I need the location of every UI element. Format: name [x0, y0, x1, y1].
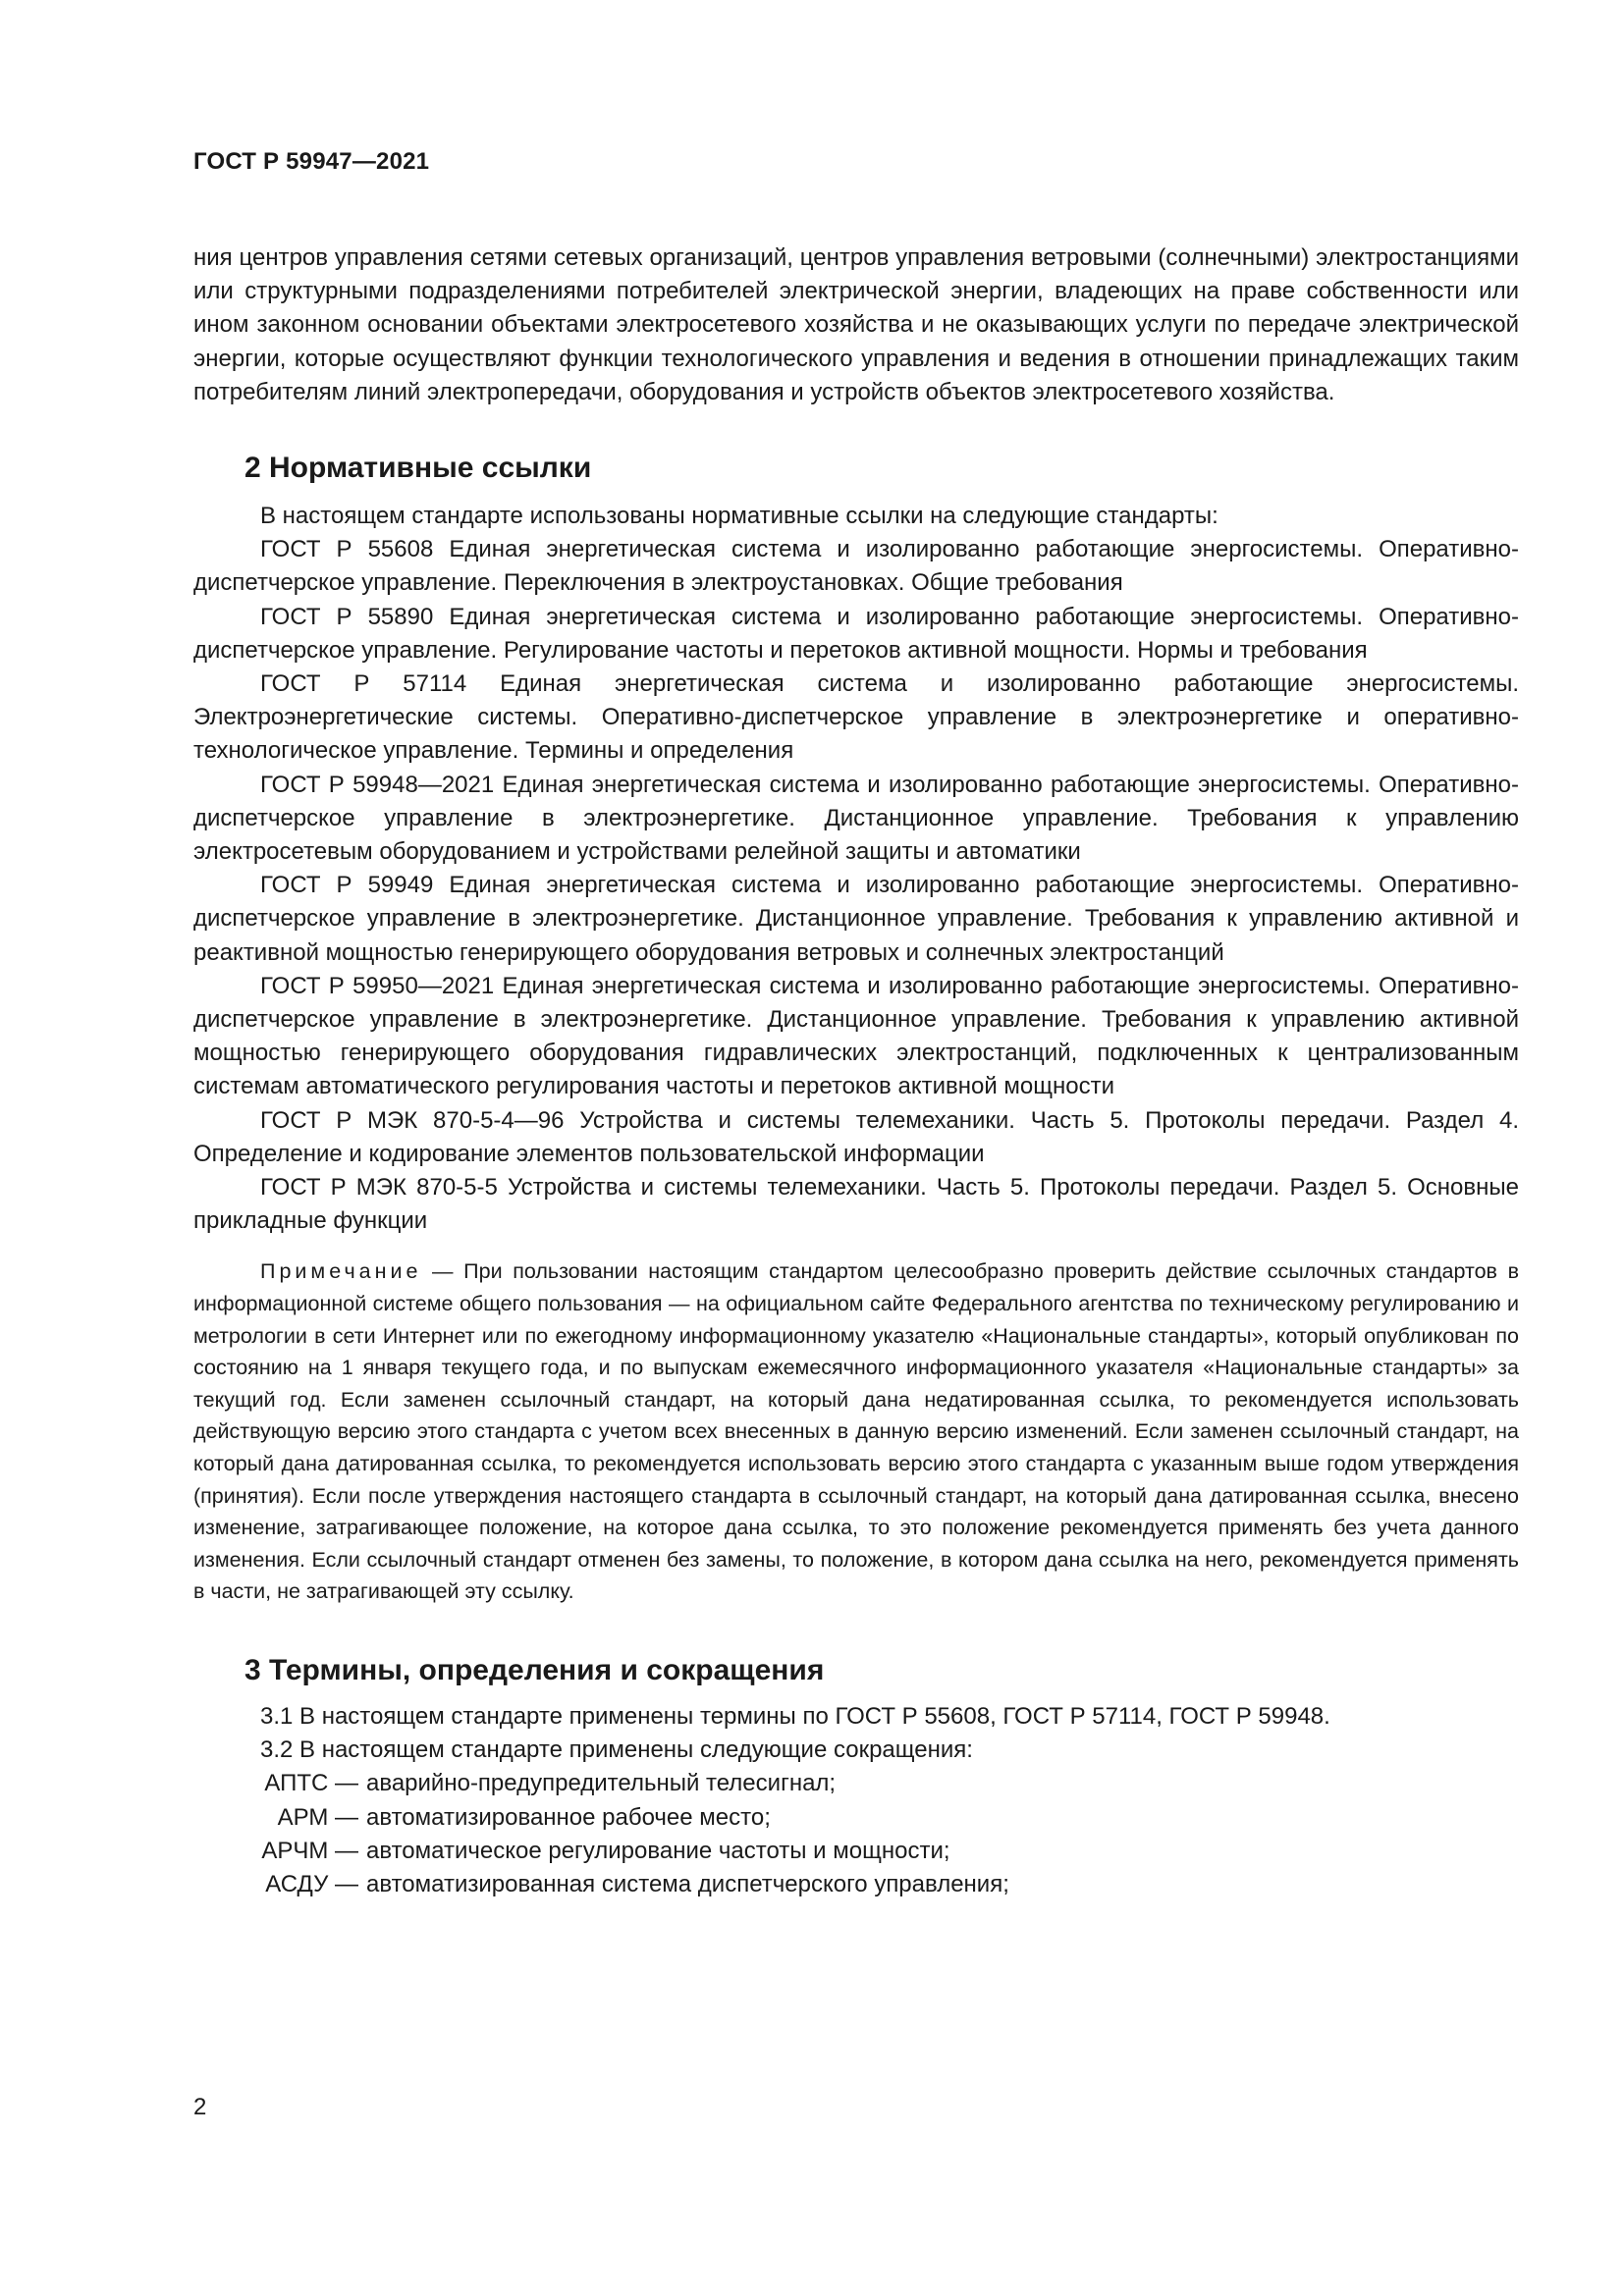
reference-item: ГОСТ Р 55608 Единая энергетическая система и изолированно работающие энергосистемы. Оперативно-диспетчерское управление. Переключения в электроустановках. Общие требования: [193, 536, 1519, 597]
terms-paragraph-3-2: 3.2 В настоящем стандарте применены следующие сокращения:: [260, 1736, 973, 1764]
section-normative-references: [193, 451, 1519, 1608]
abbreviation-row: [193, 1835, 1519, 1868]
abbreviation-row: [193, 1801, 1519, 1835]
abbreviations-list: [193, 1767, 1519, 1901]
references-note: [193, 1255, 1519, 1608]
abbreviation-definition: автоматизированное рабочее место;: [366, 1803, 771, 1831]
section-terms: [193, 1653, 1519, 1901]
abbreviation-row: [193, 1767, 1519, 1800]
reference-item: ГОСТ Р 59948—2021 Единая энергетическая система и изолированно работающие энергосистемы. Оперативно-диспетчерское управление в электроэнергетике. Дистанционное управление. Требования к управлению электросетевым оборудованием и устройствами релейной защиты и автоматики: [193, 771, 1519, 866]
continuation-paragraph: ния центров управления сетями сетевых организаций, центров управления ветровыми (солнечными) электростанциями или структурными подразделениями потребителей электрической энергии, владеющих на праве собственности или ином законном основании объектами электросетевого хозяйства и не оказывающих услуги по передаче электрической энергии, которые осуществляют функции технологического управления и ведения в отношении принадлежащих таким потребителям линий электропередачи, оборудования и устройств объектов электросетевого хозяйства.: [193, 244, 1519, 405]
abbreviation-definition: аварийно-предупредительный телесигнал;: [366, 1770, 837, 1797]
abbreviation-definition: автоматизированная система диспетчерского управления;: [366, 1871, 1009, 1898]
document-page: [193, 147, 1519, 1901]
abbreviation-term: АРЧМ —: [261, 1837, 358, 1864]
reference-item: ГОСТ Р 59950—2021 Единая энергетическая система и изолированно работающие энергосистемы. Оперативно-диспетчерское управление в электроэнергетике. Дистанционное управление. Требования к управлению активной мощностью генерирующего оборудования гидравлических электростанций, подключенных к централизованным системам автоматического регулирования частоты и перетоков активной мощности: [193, 972, 1519, 1100]
terms-paragraph-3-1: 3.1 В настоящем стандарте применены термины по ГОСТ Р 55608, ГОСТ Р 57114, ГОСТ Р 59948.: [260, 1703, 1330, 1731]
reference-item: ГОСТ Р 55890 Единая энергетическая система и изолированно работающие энергосистемы. Оперативно-диспетчерское управление. Регулирование частоты и перетоков активной мощности. Нормы и требования: [193, 603, 1519, 664]
page-number: 2: [193, 2094, 207, 2120]
note-label: Примечание: [260, 1259, 422, 1284]
reference-item: ГОСТ Р 57114 Единая энергетическая система и изолированно работающие энергосистемы. Электроэнергетические системы. Оперативно-диспетчерское управление в электроэнергетике и оперативно-технологическое управление. Термины и определения: [193, 670, 1519, 765]
section-title-2: 2 Нормативные ссылки: [244, 452, 592, 485]
section-title-3: 3 Термины, определения и сокращения: [244, 1654, 825, 1687]
references-intro: В настоящем стандарте использованы нормативные ссылки на следующие стандарты:: [260, 503, 1218, 530]
document-header: ГОСТ Р 59947—2021: [193, 148, 430, 175]
abbreviation-term: АПТС —: [264, 1770, 358, 1797]
reference-item: ГОСТ Р 59949 Единая энергетическая система и изолированно работающие энергосистемы. Оперативно-диспетчерское управление в электроэнергетике. Дистанционное управление. Требования к управлению активной и реактивной мощностью генерирующего оборудования ветровых и солнечных электростанций: [193, 872, 1519, 966]
abbreviation-term: АРМ —: [277, 1803, 358, 1831]
abbreviation-definition: автоматическое регулирование частоты и мощности;: [366, 1837, 950, 1864]
abbreviation-row: [193, 1868, 1519, 1901]
note-text: — При пользовании настоящим стандартом целесообразно проверить действие ссылочных стандартов в информационной системе общего пользования — на официальном сайте Федерального агентства по техническому регулированию и метрологии в сети Интернет или по ежегодному информационному указателю «Национальные стандарты», который опубликован по состоянию на 1 января текущего года, и по выпускам ежемесячного информационного указателя «Национальные стандарты» за текущий год. Если заменен ссылочный стандарт, на который дана недатированная ссылка, то рекомендуется использовать действующую версию этого стандарта с учетом всех внесенных в данную версию изменений. Если заменен ссылочный стандарт, на который дана датированная ссылка, то рекомендуется использовать версию этого стандарта с указанным выше годом утверждения (принятия). Если после утверждения настоящего стандарта в ссылочный стандарт, на который дана датированная ссылка, внесено изменение, затрагивающее положение, на которое дана ссылка, то это положение рекомендуется применять без учета данного изменения. Если ссылочный стандарт отменен без замены, то положение, в котором дана ссылка на него, рекомендуется применять в части, не затрагивающей эту ссылку.: [193, 1259, 1519, 1604]
reference-item: ГОСТ Р МЭК 870-5-5 Устройства и системы телемеханики. Часть 5. Протоколы передачи. Раздел 5. Основные прикладные функции: [193, 1174, 1519, 1235]
terms-body: [193, 1700, 1519, 1901]
reference-item: ГОСТ Р МЭК 870-5-4—96 Устройства и системы телемеханики. Часть 5. Протоколы передачи. Раздел 4. Определение и кодирование элементов пользовательской информации: [193, 1106, 1519, 1167]
normative-references-list: [193, 500, 1519, 1238]
abbreviation-term: АСДУ —: [265, 1871, 358, 1898]
